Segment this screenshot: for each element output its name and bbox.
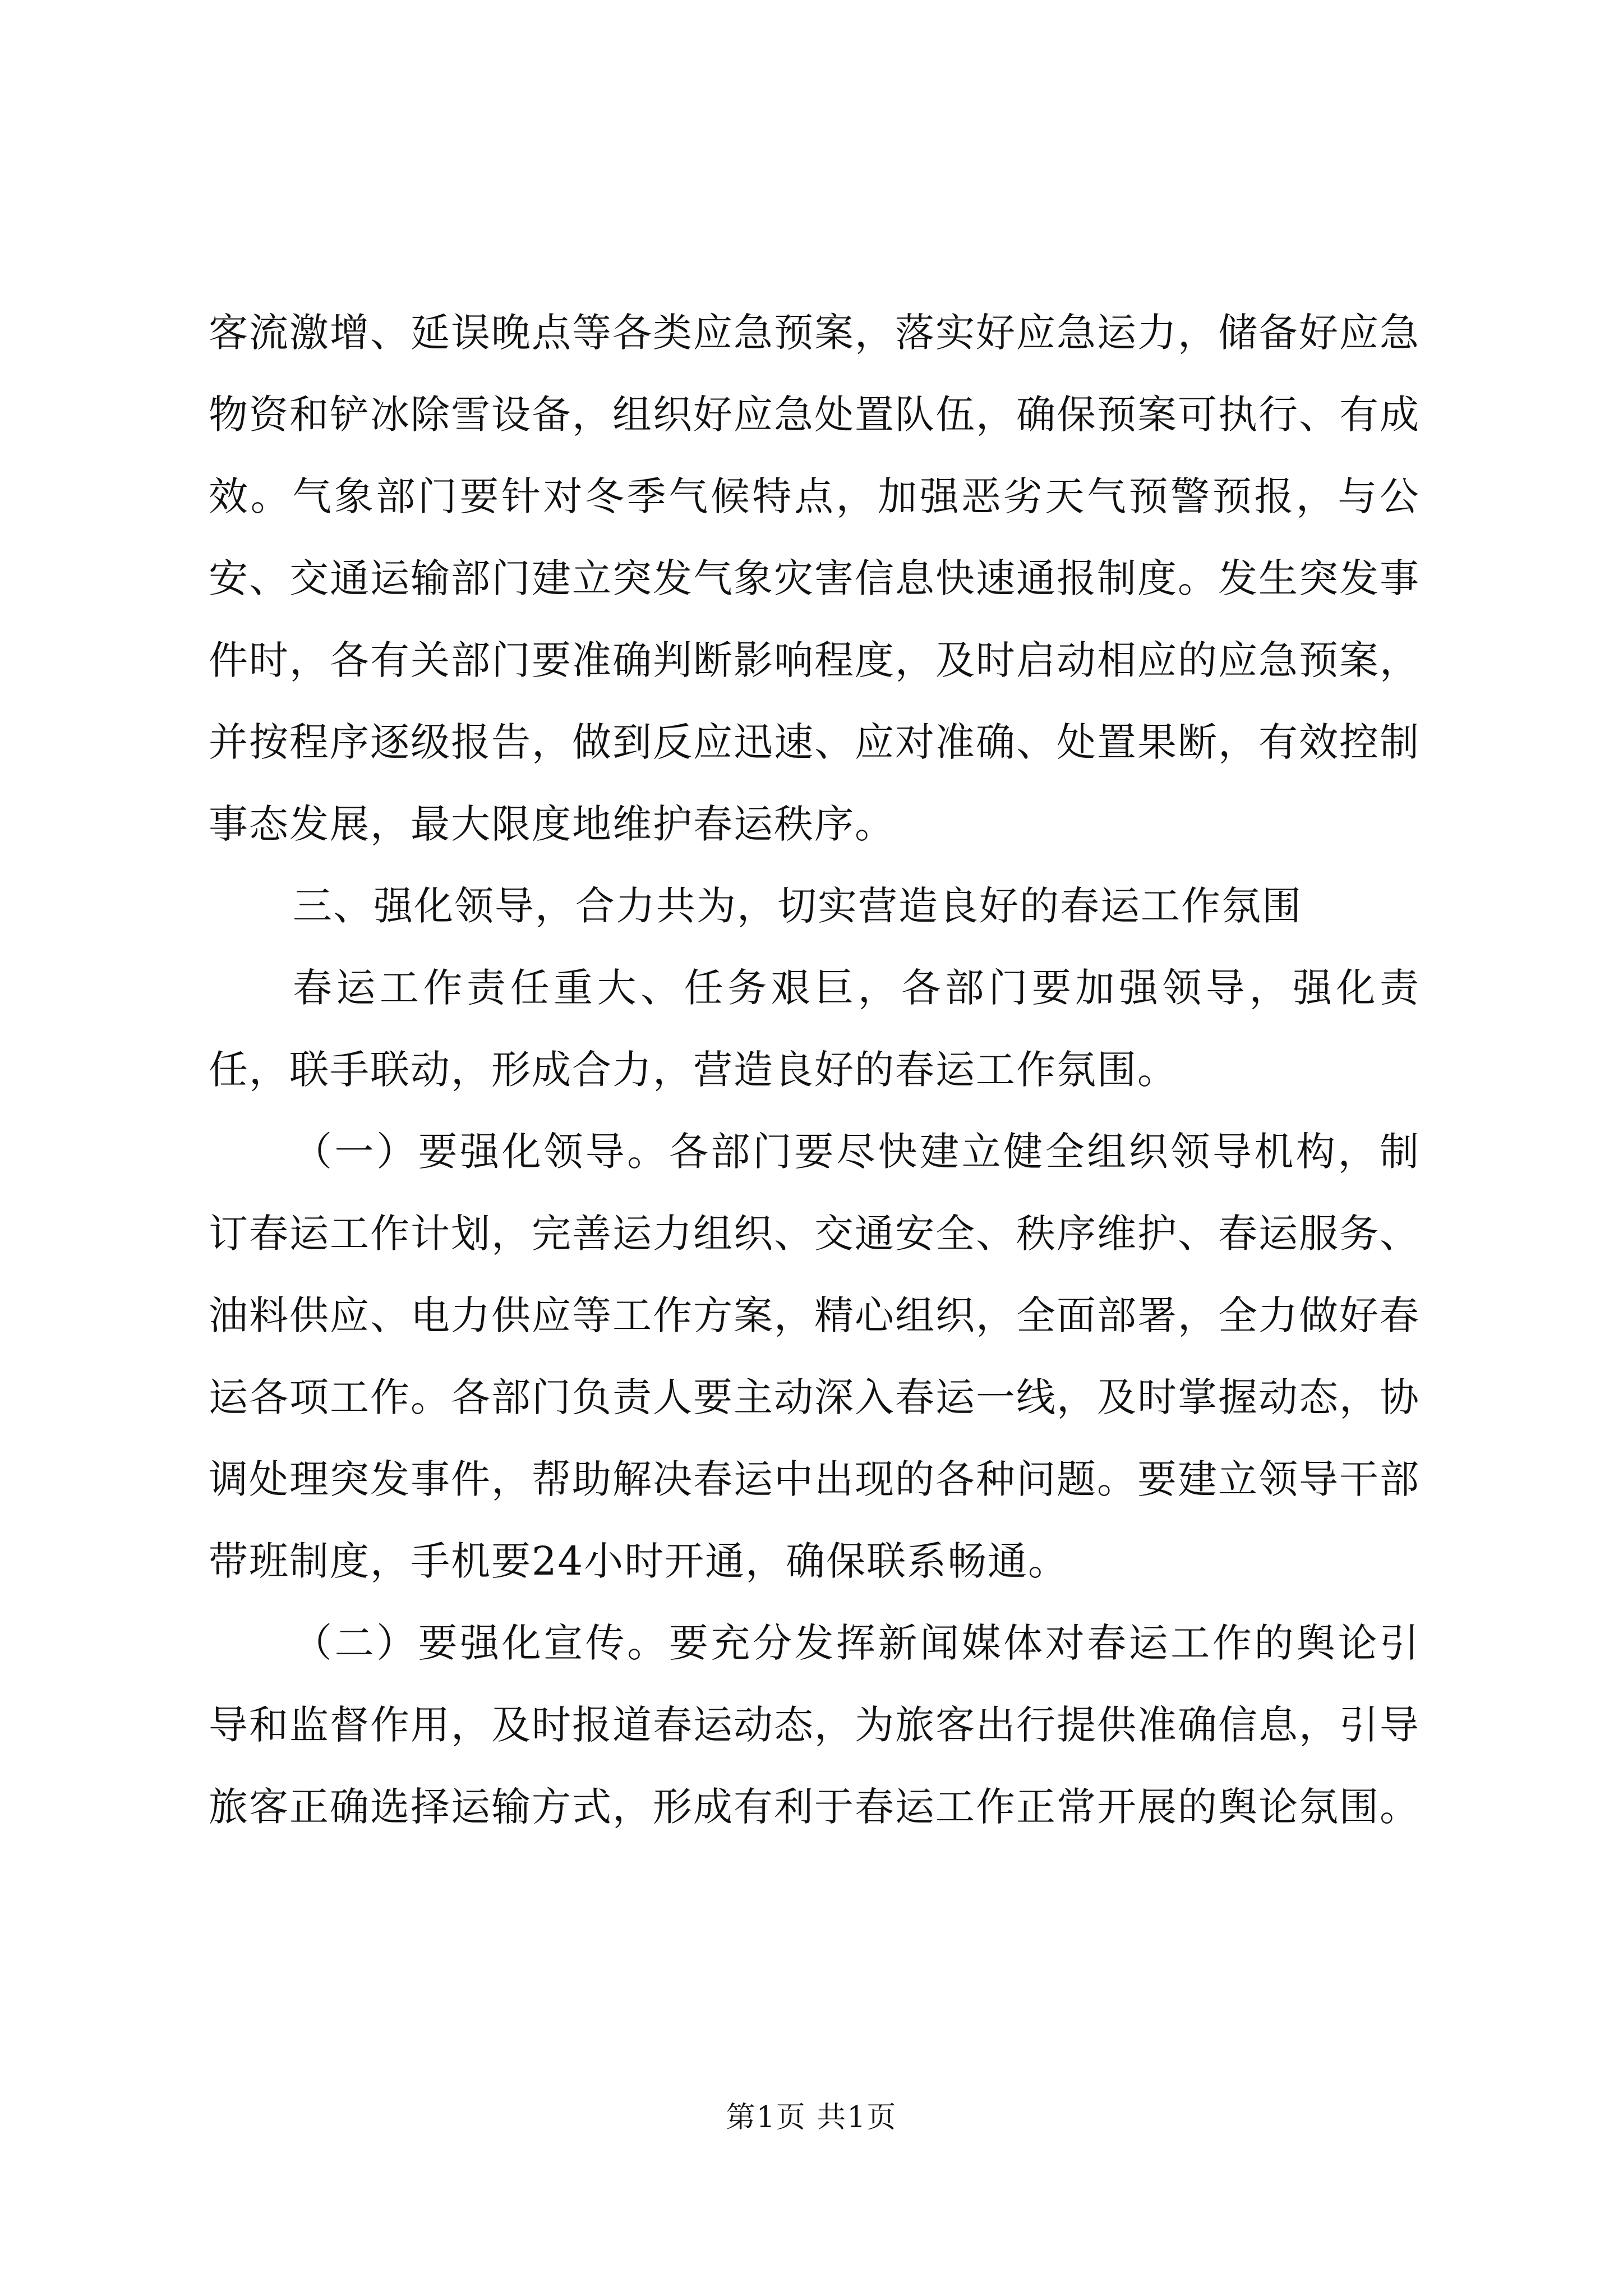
section-heading: 三、强化领导，合力共为，切实营造良好的春运工作氛围 bbox=[293, 883, 1302, 929]
paragraph-item-1: （一）要强化领导。各部门要尽快建立健全组织领导机构，制订春运工作计划，完善运力组织、交通安全、秩序维护、春运服务、油料供应、电力供应等工作方案，精心组织，全面部署，全力做好春运各项工作。各部门负责人要主动深入春运一线，及时掌握动态，协调处理突发事件，帮助解决春运中出现的各种问题。要建立领导干部带班制度，手机要24小时开通，确保联系畅通。 bbox=[209, 1129, 1420, 1584]
page-footer: 第1页 共1页 bbox=[726, 2101, 897, 2134]
document-body bbox=[209, 292, 1420, 1848]
paragraph-item-2: （二）要强化宣传。要充分发挥新闻媒体对春运工作的舆论引导和监督作用，及时报道春运动态，为旅客出行提供准确信息，引导旅客正确选择运输方式，形成有利于春运工作正常开展的舆论氛围。 bbox=[209, 1620, 1420, 1830]
paragraph-continuation: 客流激增、延误晚点等各类应急预案，落实好应急运力，储备好应急物资和铲冰除雪设备，组织好应急处置队伍，确保预案可执行、有成效。气象部门要针对冬季气候特点，加强恶劣天气预警预报，与公安、交通运输部门建立突发气象灾害信息快速通报制度。发生突发事件时，各有关部门要准确判断影响程度，及时启动相应的应急预案，并按程序逐级报告，做到反应迅速、应对准确、处置果断，有效控制事态发展，最大限度地维护春运秩序。 bbox=[209, 310, 1420, 847]
paragraph-intro: 春运工作责任重大、任务艰巨，各部门要加强领导，强化责任，联手联动，形成合力，营造良好的春运工作氛围。 bbox=[209, 965, 1420, 1093]
